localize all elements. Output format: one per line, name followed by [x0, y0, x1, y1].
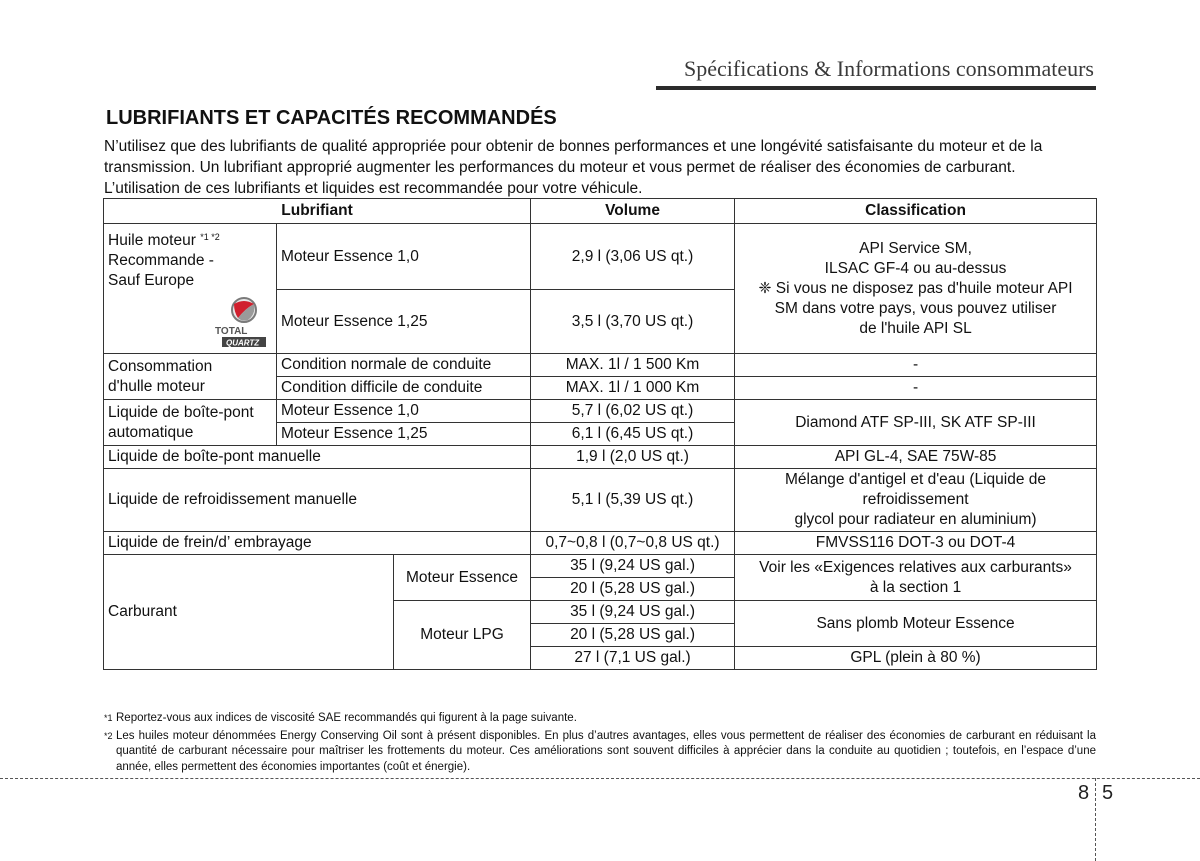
footnote-mark: *1: [104, 713, 113, 723]
coolant-classification: [735, 469, 1097, 532]
fuel-lpg-label: Moteur LPG: [394, 601, 531, 670]
footnote-text: Reportez-vous aux indices de viscosité SAE recommandés qui figurent à la page suivante.: [116, 712, 577, 724]
consumption-label: Consommation: [108, 357, 213, 375]
engine-oil-class-line: API Service SM,: [859, 239, 972, 257]
section-title: LUBRIFIANTS ET CAPACITÉS RECOMMANDÉS: [106, 107, 557, 129]
table-row: [104, 400, 1097, 423]
logo-text-total: TOTAL: [215, 326, 248, 337]
coolant-class-line: refroidissement: [862, 491, 969, 508]
total-quartz-logo-icon: [212, 296, 268, 348]
engine-oil-label-cell: [104, 224, 277, 354]
fuel-petrol-volume-1: 35 l (9,24 US gal.): [531, 555, 735, 578]
consumption-volume-2: MAX. 1l / 1 000 Km: [531, 377, 735, 400]
header-rule: [656, 86, 1096, 90]
consumption-label-cell: [104, 354, 277, 400]
table-row: [104, 446, 1097, 469]
coolant-class-line: glycol pour radiateur en aluminium): [794, 511, 1037, 528]
fuel-petrol-label: Moteur Essence: [394, 555, 531, 601]
fuel-lpg-classification-2: GPL (plein à 80 %): [735, 647, 1097, 670]
header-title: Spécifications & Informations consommateurs: [684, 56, 1094, 81]
table-row: [104, 532, 1097, 555]
fuel-petrol-volume-2: 20 l (5,28 US gal.): [531, 578, 735, 601]
table-row: [104, 354, 1097, 377]
page-number: 5: [1102, 782, 1114, 804]
consumption-label-2: d'hulle moteur: [108, 377, 205, 395]
engine-oil-volume-1: 2,9 l (3,06 US qt.): [531, 224, 735, 290]
fuel-lpg-volume-1: 35 l (9,24 US gal.): [531, 601, 735, 624]
footnote-1: [104, 711, 1096, 727]
auto-trans-engine-1: Moteur Essence 1,0: [277, 400, 531, 423]
lubricants-table: [103, 198, 1097, 670]
brake-classification: FMVSS116 DOT-3 ou DOT-4: [735, 532, 1097, 555]
footnote-2: [104, 729, 1096, 776]
engine-oil-label: Huile moteur: [108, 232, 201, 249]
logo-text-quartz: QUARTZ: [226, 338, 260, 348]
consumption-class-2: -: [735, 377, 1097, 400]
fuel-petrol-class-line: Voir les «Exigences relatives aux carburants»: [759, 558, 1072, 576]
footnotes: [104, 711, 1096, 777]
intro-paragraph-1: N’utilisez que des lubrifiants de qualité appropriée pour obtenir de bonnes performances et une longévité satisfaisante du moteur et de la transmission. Un lubrifiant approprié augmenter les performances du moteur et vous permet de réaliser des économies de carburant.: [104, 138, 1043, 176]
brake-label: Liquide de frein/d’ embrayage: [104, 532, 531, 555]
engine-oil-recommended: Recommande -: [108, 252, 214, 269]
engine-oil-class-line: SM dans votre pays, vous pouvez utiliser: [774, 299, 1057, 317]
auto-trans-volume-1: 5,7 l (6,02 US qt.): [531, 400, 735, 423]
engine-oil-engine-2: Moteur Essence 1,25: [277, 290, 531, 354]
consumption-condition-2: Condition difficile de conduite: [277, 377, 531, 400]
auto-trans-label-cell: [104, 400, 277, 446]
engine-oil-class-line: ❈ Si vous ne disposez pas d'huile moteur API: [758, 279, 1073, 297]
engine-oil-volume-2: 3,5 l (3,70 US qt.): [531, 290, 735, 354]
engine-oil-classification: [735, 224, 1097, 354]
engine-oil-class-line: ILSAC GF-4 ou au-dessus: [824, 259, 1007, 277]
auto-trans-classification: Diamond ATF SP-III, SK ATF SP-III: [735, 400, 1097, 446]
header-classification: Classification: [735, 199, 1097, 224]
engine-oil-class-line: de l'huile API SL: [859, 319, 972, 337]
manual-trans-label: Liquide de boîte-pont manuelle: [104, 446, 531, 469]
fuel-lpg-volume-2: 20 l (5,28 US gal.): [531, 624, 735, 647]
fuel-petrol-classification: [735, 555, 1097, 601]
consumption-volume-1: MAX. 1l / 1 500 Km: [531, 354, 735, 377]
intro-text: [104, 136, 1100, 199]
header-lubricant: Lubrifiant: [104, 199, 531, 224]
auto-trans-volume-2: 6,1 l (6,45 US qt.): [531, 423, 735, 446]
manual-trans-classification: API GL-4, SAE 75W-85: [735, 446, 1097, 469]
fuel-label: Carburant: [104, 555, 394, 670]
auto-trans-engine-2: Moteur Essence 1,25: [277, 423, 531, 446]
manual-trans-volume: 1,9 l (2,0 US qt.): [531, 446, 735, 469]
brake-volume: 0,7~0,8 l (0,7~0,8 US qt.): [531, 532, 735, 555]
consumption-class-1: -: [735, 354, 1097, 377]
page-chapter-number: 8: [1078, 782, 1090, 804]
fuel-lpg-volume-3: 27 l (7,1 US gal.): [531, 647, 735, 670]
consumption-condition-1: Condition normale de conduite: [277, 354, 531, 377]
table-row: [104, 469, 1097, 532]
table-row: [104, 224, 1097, 290]
intro-paragraph-2: L’utilisation de ces lubrifiants et liquides est recommandée pour votre véhicule.: [104, 180, 643, 197]
engine-oil-footnote-marks: *1 *2: [200, 232, 220, 242]
fuel-petrol-class-line: à la section 1: [869, 578, 962, 596]
coolant-label: Liquide de refroidissement manuelle: [104, 469, 531, 532]
auto-trans-label: Liquide de boîte-pont: [108, 403, 254, 421]
table-header-row: [104, 199, 1097, 224]
page-divider: [0, 778, 1200, 779]
fuel-lpg-classification-1: Sans plomb Moteur Essence: [735, 601, 1097, 647]
coolant-volume: 5,1 l (5,39 US qt.): [531, 469, 735, 532]
footnote-text: Les huiles moteur dénommées Energy Conserving Oil sont à présent disponibles. En plus d’autres avantages, elles vous permettent de réaliser des économies de carburant en réduisant la quantité de carburant nécessaire pour maîtriser les frottements du moteur. Ces améliorations sont souvent difficiles à apprécier dans la conduite au quotidien ; toutefois, en l’espace d’une année, elles permettent des économies importantes (coût et énergie).: [116, 729, 1096, 773]
table-row: [104, 555, 1097, 578]
header-volume: Volume: [531, 199, 735, 224]
footnote-mark: *2: [104, 730, 113, 741]
engine-oil-except-europe: Sauf Europe: [108, 272, 195, 289]
auto-trans-label-2: automatique: [108, 423, 194, 441]
engine-oil-engine-1: Moteur Essence 1,0: [277, 224, 531, 290]
page-number-divider: [1095, 778, 1096, 861]
coolant-class-line: Mélange d'antigel et d'eau (Liquide de: [785, 471, 1047, 488]
